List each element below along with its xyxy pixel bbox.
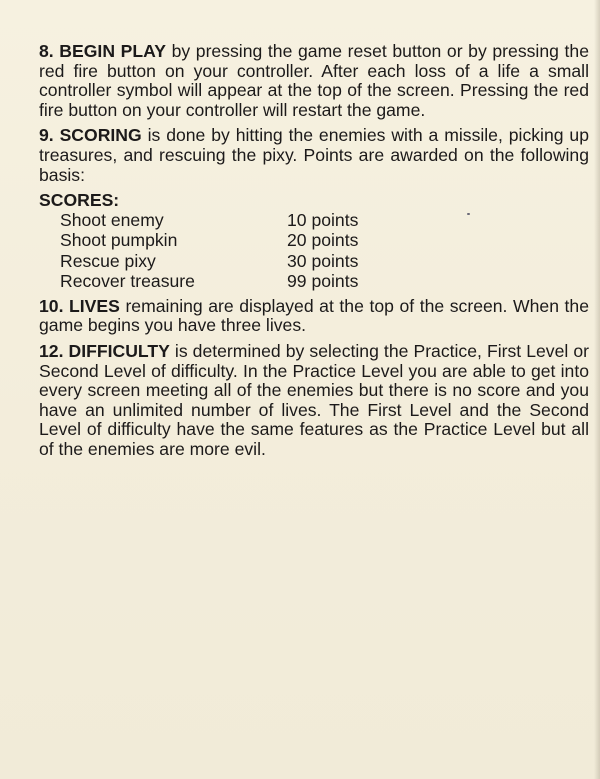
section-heading: 8. BEGIN PLAY [39, 41, 166, 61]
section-text: is done by hitting the enemies with a missile, picking up treasures, and rescuing the pixy. Points are awarded on the following basis: [39, 125, 589, 185]
manual-text [39, 42, 589, 466]
table-row [60, 272, 358, 293]
score-action: Shoot enemy [60, 209, 164, 230]
section-lives [39, 297, 589, 336]
score-action: Shoot pumpkin [60, 230, 178, 251]
section-text: by pressing the game reset button or by pressing the red fire button on your controller. After each loss of a life a small controller symbol will appear at the top of the screen. Pressing the red fire button on your controller will restart the game. [39, 41, 589, 120]
section-heading: 9. SCORING [39, 125, 142, 146]
table-row [60, 231, 358, 252]
scores-title: SCORES: [39, 190, 120, 211]
score-points: 20 points [287, 230, 359, 251]
section-begin-play [39, 42, 589, 120]
section-text: is determined by selecting the Practice, First Level or Second Level of difficulty. In the Practice Level you are able to get into every screen meeting all of the enemies but there is no score and you have an unlimited number of lives. The First Level and the Second Level of difficulty have the same features as the Practice Level but all of the enemies are more evil. [39, 340, 590, 459]
score-action: Rescue pixy [60, 250, 156, 271]
table-row [60, 211, 358, 232]
section-scoring [39, 126, 589, 185]
section-heading: 10. LIVES [39, 295, 120, 316]
scores-table [60, 211, 358, 293]
score-action: Recover treasure [60, 271, 195, 292]
section-difficulty [39, 342, 589, 460]
score-points: 30 points [287, 250, 359, 271]
score-points: 99 points [287, 271, 359, 292]
table-row [60, 252, 358, 273]
section-heading: 12. DIFFICULTY [39, 340, 170, 361]
page-edge-shadow [594, 0, 600, 779]
print-speck [467, 213, 470, 215]
section-text: remaining are displayed at the top of the screen. When the game begins you have three lives. [39, 295, 590, 336]
score-points: 10 points [287, 209, 359, 230]
